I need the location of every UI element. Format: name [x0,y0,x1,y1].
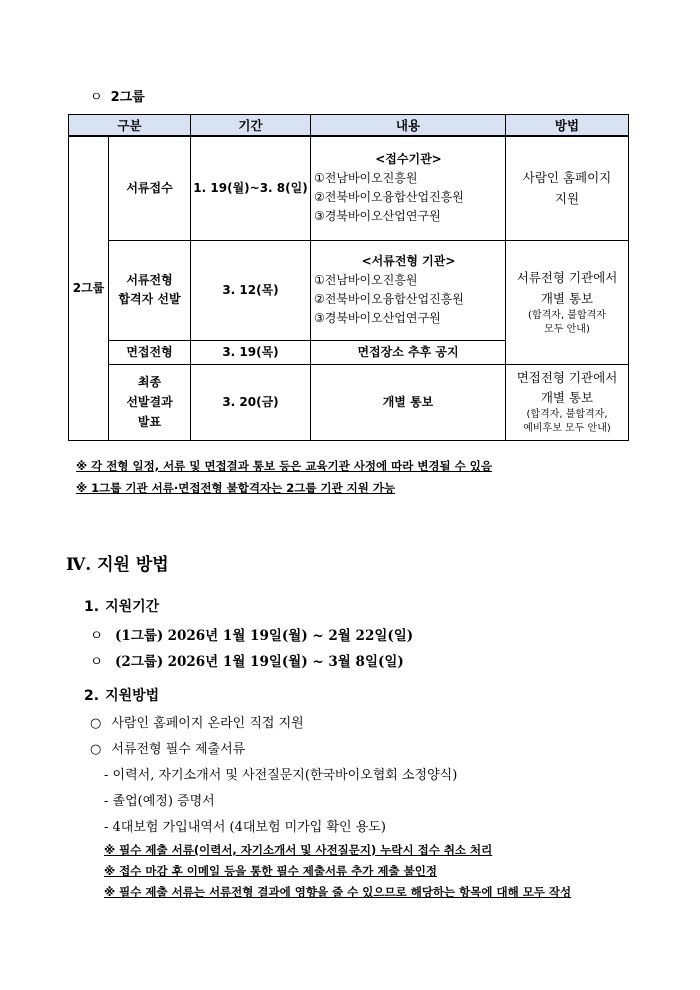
list-item: ②전북바이오융합산업진흥원 [314,190,464,205]
subsection-number: 1. [84,599,100,615]
period-cell: 3. 12(목) [191,240,311,340]
period-dates: 2026년 1월 19일(월) ~ 3월 8일(일) [167,654,404,670]
table-row [69,136,629,240]
method-cell [506,240,629,364]
subsection-title: 지원방법 [105,688,160,704]
method-line: 사람인 홈페이지 [522,170,612,186]
method-line: 지원 [554,191,580,207]
subsection-title: 지원기간 [105,599,160,615]
table-header-row [69,115,629,137]
stage-cell [109,240,191,340]
header-method: 방법 [506,115,629,137]
group-heading-label: 2그룹 [110,90,145,105]
subsection-heading [84,685,159,705]
method-text: 사람인 홈페이지 온라인 직접 지원 [111,716,304,731]
period-group: (1그룹) [115,628,164,644]
method-note: (합격자, 불합격자 [528,310,606,321]
period-cell: 1. 19(월)~3. 8(일) [191,136,311,240]
list-item: ②전북바이오융합산업진흥원 [314,292,464,306]
method-item [90,738,245,757]
stage-cell: 면접전형 [109,340,191,364]
stage-line: 서류전형 [126,273,173,287]
method-line: 서류전형 기관에서 [516,270,618,285]
warning-note: ※ 필수 제출 서류(이력서, 자기소개서 및 사전질문지) 누락시 접수 취소 처리 [104,843,493,857]
warning-note: ※ 필수 제출 서류는 서류전형 결과에 영향을 줄 수 있으므로 해당하는 항목에 대해 모두 작성 [104,885,572,899]
section-title: Ⅳ. 지원 방법 [66,555,169,575]
stage-line: 최종 [137,375,162,389]
list-item: ③경북바이오산업연구원 [314,311,441,325]
list-item: ①전남바이오진흥원 [314,171,418,186]
period-dates: 2026년 1월 19일(월) ~ 2월 22일(일) [167,628,414,644]
schedule-table [68,114,629,441]
period-line [90,650,404,670]
document-item: - 4대보험 가입내역서 (4대보험 미가입 확인 용도) [104,820,386,835]
method-line: 개별 통보 [540,291,594,306]
method-bullet: ○ [90,716,102,731]
content-cell: 면접장소 추후 공지 [311,340,506,364]
subsection-number: 2. [84,688,100,704]
content-title: <접수기관> [375,152,442,167]
method-cell [506,136,629,240]
warning-note: ※ 접수 마감 후 이메일 등을 통한 필수 제출서류 추가 제출 불인정 [104,864,437,878]
period-cell: 3. 20(금) [191,364,311,440]
list-item: ①전남바이오진흥원 [314,273,418,287]
method-text: 서류전형 필수 제출서류 [111,742,246,757]
method-cell [506,364,629,440]
stage-line: 발표 [137,415,162,429]
method-note: 모두 안내) [544,324,590,335]
header-period: 기간 [191,115,311,137]
group-heading [90,86,145,105]
period-bullet: ㅇ [90,628,104,644]
period-cell: 3. 19(목) [191,340,311,364]
method-line: 면접전형 기관에서 [516,370,618,385]
stage-cell [109,364,191,440]
method-bullet: ○ [90,742,102,757]
content-title: <서류전형 기관> [361,254,456,268]
group-heading-bullet: ㅇ [90,90,103,105]
content-cell: 개별 통보 [311,364,506,440]
group-label-cell: 2그룹 [69,136,109,440]
header-category: 구분 [69,115,191,137]
method-note: (합격자, 불합격자, [526,409,608,420]
method-line: 개별 통보 [540,390,594,405]
method-item [90,712,304,731]
table-row [69,240,629,340]
content-cell [311,136,506,240]
document-item: - 이력서, 자기소개서 및 사전질문지(한국바이오협회 소정양식) [104,768,458,783]
stage-line: 선발결과 [126,395,173,409]
document-item: - 졸업(예정) 증명서 [104,794,215,809]
period-line [90,624,413,644]
stage-line: 합격자 선발 [118,292,181,306]
schedule-note: ※ 각 전형 일정, 서류 및 면접결과 통보 등은 교육기관 사정에 따라 변경될 수 있음 [76,459,492,473]
list-item: ③경북바이오산업연구원 [314,209,441,224]
table-row [69,364,629,440]
schedule-note: ※ 1그룹 기관 서류·면접전형 불합격자는 2그룹 기관 지원 가능 [76,481,396,495]
period-group: (2그룹) [115,654,164,670]
stage-cell: 서류접수 [109,136,191,240]
method-note: 예비후보 모두 안내) [523,423,611,434]
subsection-heading [84,596,159,616]
period-bullet: ㅇ [90,654,104,670]
header-content: 내용 [311,115,506,137]
content-cell [311,240,506,340]
